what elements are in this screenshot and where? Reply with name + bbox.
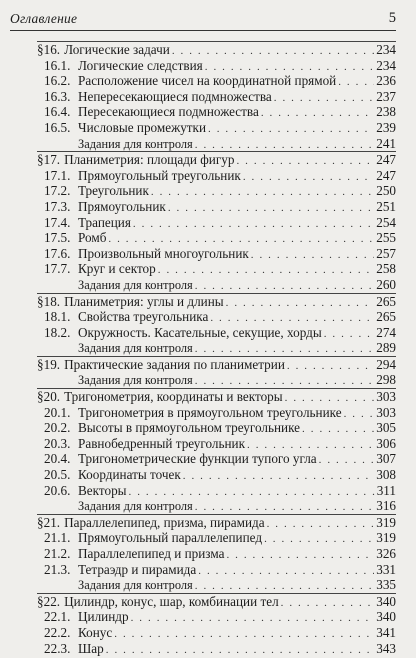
toc-entry-page: 251 <box>376 198 396 214</box>
toc-entry-title: Координаты точек <box>78 467 181 483</box>
toc-entry-title: Произвольный многоугольник <box>78 245 249 261</box>
toc-entry-title: Окружность. Касательные, секущие, хорды <box>78 324 322 340</box>
toc-entry-number: 17.7. <box>44 261 71 277</box>
toc-entry-title: Тригонометрия, координаты и векторы <box>64 389 283 405</box>
toc-control-entry <box>37 340 396 356</box>
toc-subsection-entry <box>37 451 396 467</box>
toc-entry-number: 21.1. <box>44 530 71 546</box>
toc-entry-number: 17.6. <box>44 245 71 261</box>
toc-entry-page: 341 <box>376 624 396 640</box>
toc-entry-number: 16.5. <box>44 119 71 135</box>
toc-entry-title: Тетраэдр и пирамида <box>78 561 197 577</box>
toc-entry-page: 306 <box>376 435 396 451</box>
toc-entry-title: Параллелепипед, призма, пирамида <box>64 514 265 530</box>
toc-section-entry <box>37 593 396 610</box>
toc-entry-title: Шар <box>78 640 104 656</box>
toc-entry-page: 303 <box>376 389 396 405</box>
toc-subsection-entry <box>37 246 396 262</box>
toc-entry-page: 265 <box>376 293 396 309</box>
toc-entry-title: Тригонометрия в прямоугольном треугольнике <box>78 404 342 420</box>
toc-entry-title: Логические задачи <box>64 42 170 57</box>
toc-entry-page: 255 <box>376 230 396 246</box>
toc-entry-title: Числовые промежутки <box>78 119 207 135</box>
toc-entry-title: Свойства треугольника <box>78 309 209 325</box>
toc-entry-page: 340 <box>376 593 396 609</box>
toc-entry-page: 340 <box>376 609 396 625</box>
toc-entry-page: 260 <box>376 276 396 292</box>
table-of-contents <box>37 41 396 656</box>
toc-entry-page: 234 <box>376 42 396 57</box>
toc-entry-page: 319 <box>376 530 396 546</box>
toc-entry-page: 238 <box>376 104 396 120</box>
toc-entry-number: 22.1. <box>44 609 71 625</box>
toc-entry-page: 305 <box>376 420 396 436</box>
toc-entry-page: 294 <box>376 356 396 372</box>
toc-entry-line <box>37 641 396 658</box>
toc-entry-page: 326 <box>376 546 396 561</box>
toc-entry-number: 16.3. <box>44 88 71 104</box>
toc-control-entry <box>37 136 396 152</box>
toc-entry-number: 16.2. <box>44 73 71 89</box>
toc-entry-number: 17.1. <box>44 167 71 183</box>
toc-subsection-entry <box>37 89 396 105</box>
toc-control-entry <box>37 372 396 388</box>
toc-entry-page: 265 <box>376 309 396 325</box>
toc-entry-title: Планиметрия: площади фигур <box>64 152 235 168</box>
toc-section-entry <box>37 41 396 58</box>
toc-subsection-entry <box>37 261 396 277</box>
toc-entry-number: 22.2. <box>44 624 71 640</box>
toc-entry-title: Тригонометрические функции тупого угла <box>78 451 317 467</box>
toc-entry-page: 335 <box>376 577 396 593</box>
toc-entry-number: §20. <box>37 389 61 405</box>
toc-subsection-entry <box>37 168 396 184</box>
toc-entry-title: Параллелепипед и призма <box>78 546 225 561</box>
toc-entry-title: Конус <box>78 624 113 640</box>
toc-entry-title: Задания для контроля <box>78 499 193 514</box>
toc-entry-page: 247 <box>376 152 396 168</box>
toc-entry-title: Ромб <box>78 230 107 246</box>
toc-entry-page: 343 <box>376 640 396 656</box>
toc-subsection-entry <box>37 530 396 546</box>
toc-entry-title: Цилиндр <box>78 609 129 625</box>
toc-entry-number: 21.3. <box>44 561 71 577</box>
toc-subsection-entry <box>37 199 396 215</box>
toc-entry-title: Задания для контроля <box>78 341 193 356</box>
toc-entry-page: 298 <box>376 372 396 388</box>
toc-entry-title: Задания для контроля <box>78 136 193 151</box>
toc-entry-title: Круг и сектор <box>78 261 156 277</box>
toc-entry-title: Прямоугольный треугольник <box>78 167 241 183</box>
toc-entry-number: 21.2. <box>44 546 71 561</box>
toc-entry-number: 17.3. <box>44 198 71 214</box>
toc-entry-page: 241 <box>376 135 396 151</box>
toc-subsection-entry <box>37 230 396 246</box>
toc-entry-number: §21. <box>37 514 61 530</box>
toc-entry-page: 239 <box>376 119 396 135</box>
toc-entry-page: 303 <box>376 404 396 420</box>
toc-subsection-entry <box>37 309 396 325</box>
toc-entry-number: §18. <box>37 293 61 309</box>
toc-subsection-entry <box>37 546 396 562</box>
toc-entry-number: 18.2. <box>44 324 71 340</box>
toc-entry-title: Расположение чисел на координатной прямой <box>78 73 337 89</box>
toc-entry-page: 237 <box>376 88 396 104</box>
toc-entry-number: 20.4. <box>44 451 71 467</box>
toc-entry-title: Трапеция <box>78 214 131 230</box>
toc-entry-page: 258 <box>376 261 396 277</box>
toc-entry-number: 18.1. <box>44 309 71 325</box>
toc-subsection-entry <box>37 73 396 89</box>
toc-section-entry <box>37 151 396 168</box>
toc-entry-number: 20.1. <box>44 404 71 420</box>
toc-entry-title: Прямоугольник <box>78 198 166 214</box>
toc-entry-number: 20.3. <box>44 435 71 451</box>
toc-entry-title: Непересекающиеся подмножества <box>78 88 272 104</box>
toc-entry-number: 20.5. <box>44 467 71 483</box>
toc-section-entry <box>37 293 396 310</box>
toc-entry-title: Равнобедренный треугольник <box>78 435 246 451</box>
toc-subsection-entry <box>37 625 396 641</box>
toc-entry-number: 16.4. <box>44 104 71 120</box>
toc-entry-number: 17.2. <box>44 183 71 199</box>
dot-leader <box>106 643 374 658</box>
running-head <box>10 10 396 31</box>
toc-entry-page: 257 <box>376 245 396 261</box>
toc-entry-title: Задания для контроля <box>78 578 193 593</box>
toc-entry-page: 307 <box>376 451 396 467</box>
toc-entry-number: 16.1. <box>44 57 71 73</box>
toc-entry-title: Прямоугольный параллелепипед <box>78 530 263 546</box>
toc-entry-page: 274 <box>376 324 396 340</box>
toc-subsection-entry <box>37 420 396 436</box>
toc-entry-title: Задания для контроля <box>78 373 193 388</box>
toc-entry-page: 254 <box>376 214 396 230</box>
toc-entry-page: 236 <box>376 73 396 89</box>
toc-subsection-entry <box>37 405 396 421</box>
toc-entry-page: 247 <box>376 167 396 183</box>
toc-subsection-entry <box>37 325 396 341</box>
toc-entry-number: §22. <box>37 593 61 609</box>
toc-entry-title: Планиметрия: углы и длины <box>64 293 224 309</box>
toc-entry-number: §17. <box>37 152 61 168</box>
toc-subsection-entry <box>37 183 396 199</box>
toc-entry-number: §16. <box>37 42 61 57</box>
toc-control-entry <box>37 277 396 293</box>
toc-entry-number: 20.6. <box>44 482 71 498</box>
toc-control-entry <box>37 498 396 514</box>
toc-entry-page: 250 <box>376 183 396 199</box>
toc-section-entry <box>37 514 396 531</box>
toc-entry-number: 17.4. <box>44 214 71 230</box>
toc-entry-number: 20.2. <box>44 420 71 436</box>
toc-entry-title: Пересекающиеся подмножества <box>78 104 259 120</box>
toc-entry-page: 289 <box>376 340 396 356</box>
toc-entry-page: 319 <box>376 514 396 530</box>
toc-entry-number: 22.3. <box>44 640 71 656</box>
toc-subsection-entry <box>37 120 396 136</box>
toc-entry-page: 234 <box>376 57 396 73</box>
toc-subsection-entry <box>37 609 396 625</box>
toc-entry-page: 311 <box>376 482 396 498</box>
toc-subsection-entry <box>37 104 396 120</box>
page-number: 5 <box>388 10 396 26</box>
toc-control-entry <box>37 577 396 593</box>
running-head-title: Оглавление <box>10 11 78 26</box>
toc-entry-title: Задания для контроля <box>78 277 193 292</box>
toc-subsection-entry <box>37 436 396 452</box>
toc-entry-page: 308 <box>376 467 396 483</box>
toc-section-entry <box>37 356 396 373</box>
toc-subsection-entry <box>37 215 396 231</box>
toc-entry-title: Векторы <box>78 482 127 498</box>
toc-subsection-entry <box>37 467 396 483</box>
toc-section-entry <box>37 388 396 405</box>
toc-entry-number: §19. <box>37 356 61 372</box>
toc-subsection-entry <box>37 58 396 74</box>
toc-entry-title: Практические задания по планиметрии <box>64 356 285 372</box>
toc-entry-title: Треугольник <box>78 183 149 199</box>
toc-subsection-entry <box>37 483 396 499</box>
toc-entry-number: 17.5. <box>44 230 71 246</box>
toc-entry-title: Высоты в прямоугольном треугольнике <box>78 420 301 436</box>
toc-subsection-entry <box>37 641 396 657</box>
toc-subsection-entry <box>37 562 396 578</box>
toc-entry-page: 316 <box>376 498 396 514</box>
toc-entry-page: 331 <box>376 561 396 577</box>
toc-entry-title: Цилиндр, конус, шар, комбинации тел <box>64 593 279 609</box>
toc-entry-title: Логические следствия <box>78 57 203 73</box>
